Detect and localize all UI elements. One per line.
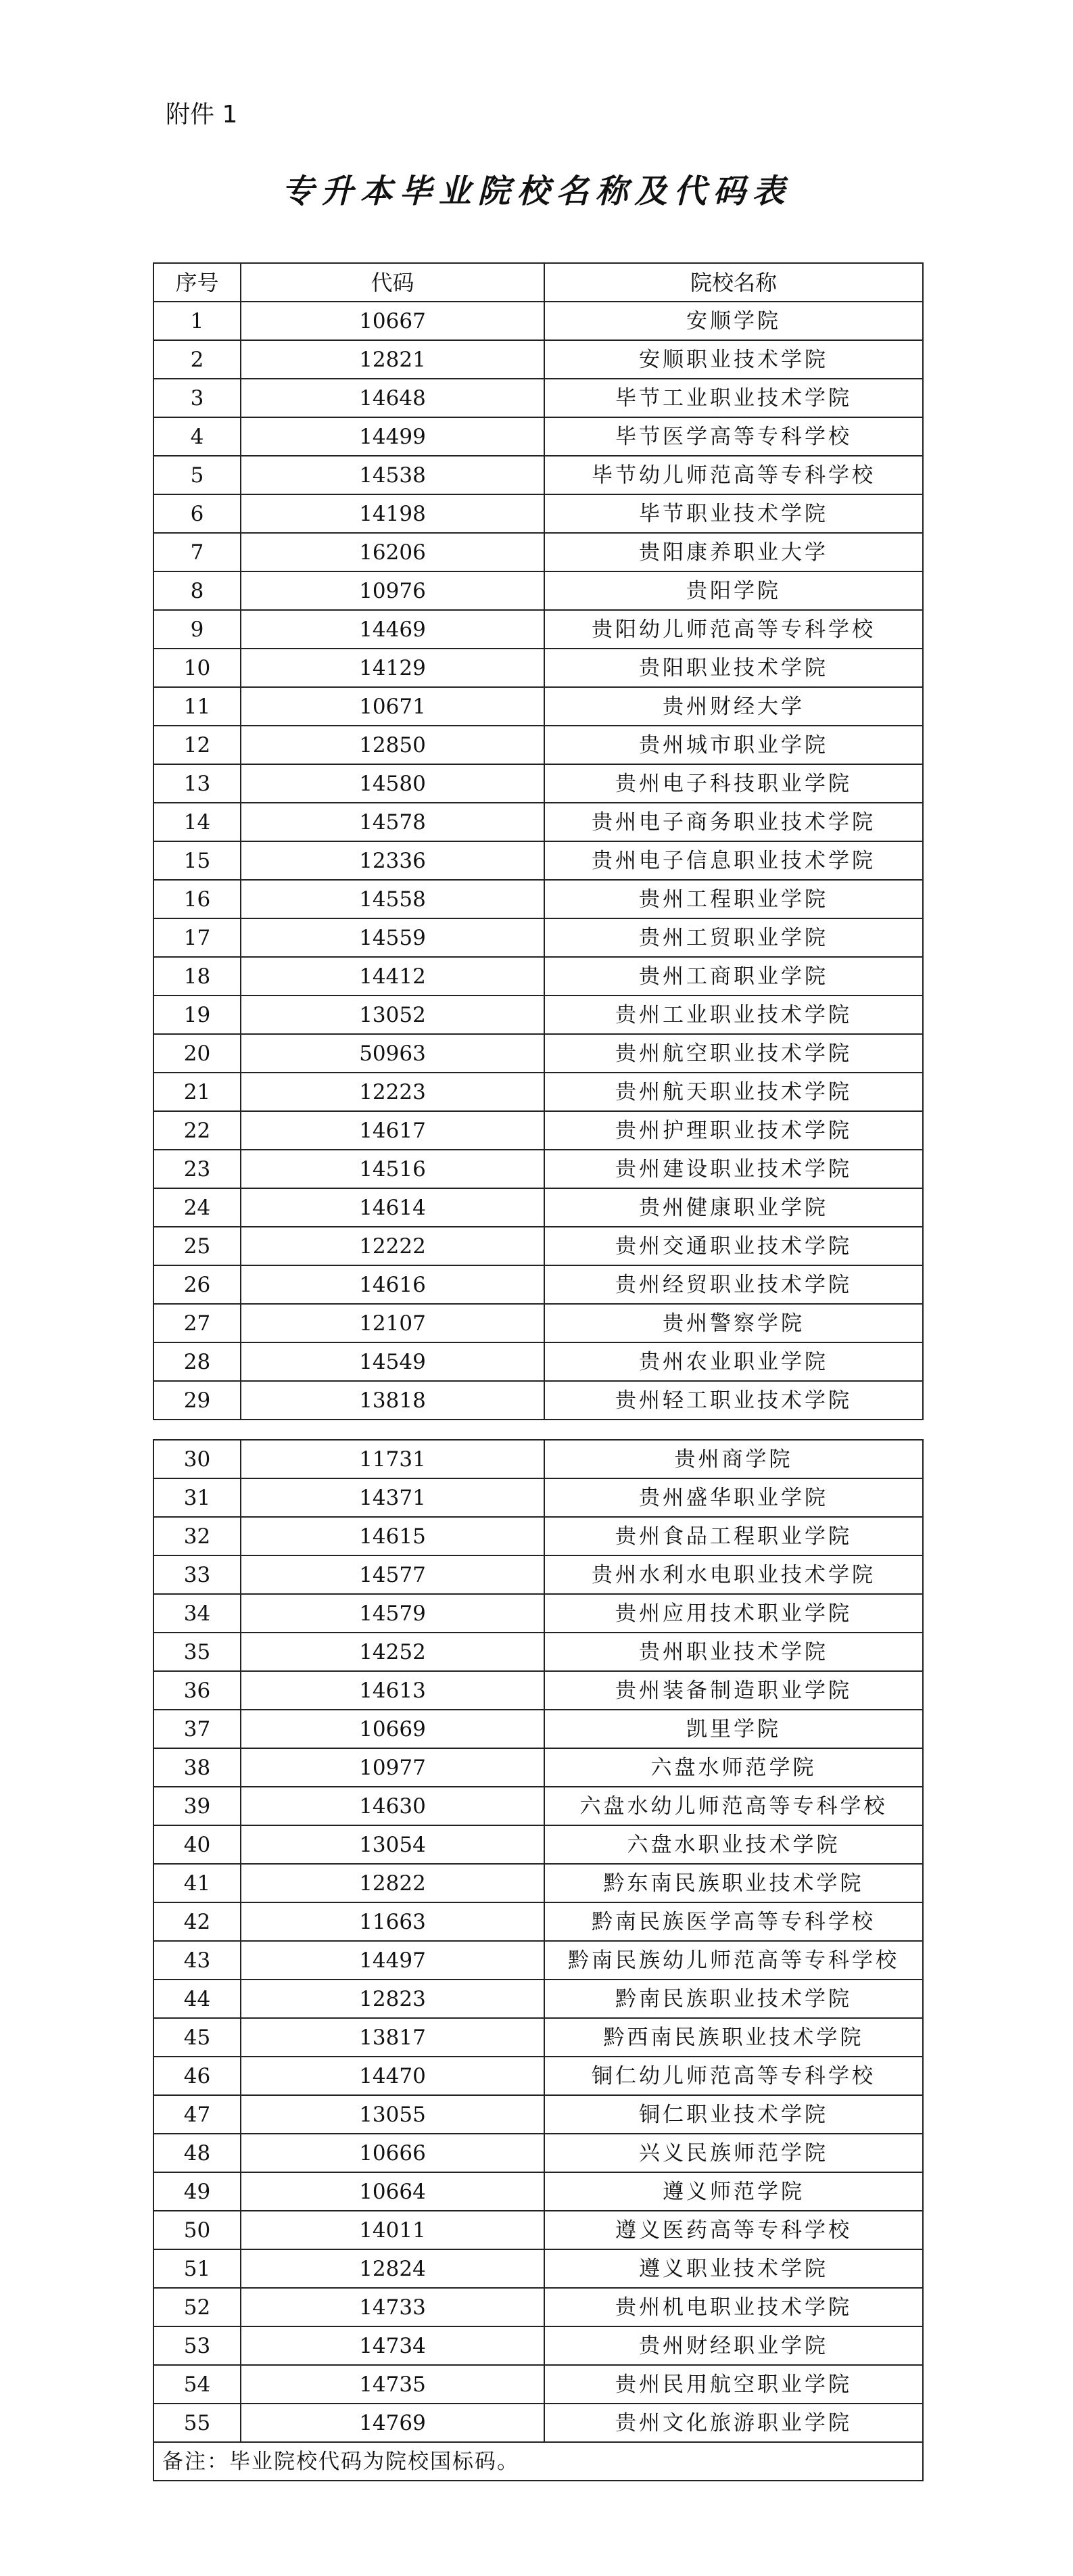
cell-name: 贵州工业职业技术学院 <box>544 996 923 1034</box>
cell-seq: 44 <box>153 1980 241 2018</box>
cell-name: 安顺学院 <box>544 302 923 340</box>
table-row <box>153 2095 923 2134</box>
cell-code: 14580 <box>241 764 544 803</box>
cell-name: 贵州健康职业学院 <box>544 1188 923 1227</box>
cell-code: 12824 <box>241 2249 544 2288</box>
cell-name: 贵州交通职业技术学院 <box>544 1227 923 1265</box>
cell-name: 遵义职业技术学院 <box>544 2249 923 2288</box>
cell-seq: 25 <box>153 1227 241 1265</box>
cell-code: 14558 <box>241 880 544 918</box>
cell-code: 14613 <box>241 1671 544 1710</box>
cell-seq: 7 <box>153 533 241 571</box>
table-row <box>153 1594 923 1633</box>
cell-seq: 47 <box>153 2095 241 2134</box>
cell-seq: 9 <box>153 610 241 649</box>
table-row <box>153 2326 923 2365</box>
cell-code: 14630 <box>241 1787 544 1825</box>
table-note: 备注：毕业院校代码为院校国标码。 <box>153 2442 923 2481</box>
cell-name: 毕节工业职业技术学院 <box>544 379 923 417</box>
cell-name: 贵州电子商务职业技术学院 <box>544 803 923 841</box>
cell-name: 贵阳学院 <box>544 571 923 610</box>
table-row <box>153 610 923 649</box>
cell-name: 贵州食品工程职业学院 <box>544 1517 923 1555</box>
cell-code: 10667 <box>241 302 544 340</box>
cell-code: 11663 <box>241 1902 544 1941</box>
table-row <box>153 1555 923 1594</box>
table-row <box>153 2249 923 2288</box>
cell-code: 10977 <box>241 1748 544 1787</box>
cell-seq: 6 <box>153 494 241 533</box>
cell-seq: 50 <box>153 2211 241 2249</box>
cell-seq: 21 <box>153 1073 241 1111</box>
cell-seq: 39 <box>153 1787 241 1825</box>
cell-name: 遵义医药高等专科学校 <box>544 2211 923 2249</box>
cell-name: 黔东南民族职业技术学院 <box>544 1864 923 1902</box>
cell-name: 贵州经贸职业技术学院 <box>544 1265 923 1304</box>
page-title: 专升本毕业院校名称及代码表 <box>281 172 792 210</box>
table-row <box>153 2404 923 2442</box>
cell-name: 贵州文化旅游职业学院 <box>544 2404 923 2442</box>
cell-code: 14549 <box>241 1342 544 1381</box>
cell-code: 10976 <box>241 571 544 610</box>
cell-seq: 10 <box>153 649 241 687</box>
cell-code: 10671 <box>241 687 544 726</box>
cell-seq: 27 <box>153 1304 241 1342</box>
table-row <box>153 302 923 340</box>
table-row <box>153 726 923 764</box>
table-row <box>153 2172 923 2211</box>
cell-name: 贵州职业技术学院 <box>544 1633 923 1671</box>
cell-name: 贵州水利水电职业技术学院 <box>544 1555 923 1594</box>
cell-seq: 41 <box>153 1864 241 1902</box>
header-seq: 序号 <box>153 263 241 302</box>
cell-seq: 32 <box>153 1517 241 1555</box>
table-row <box>153 533 923 571</box>
cell-name: 贵州财经大学 <box>544 687 923 726</box>
cell-seq: 49 <box>153 2172 241 2211</box>
cell-name: 贵州民用航空职业学院 <box>544 2365 923 2404</box>
cell-name: 贵阳职业技术学院 <box>544 649 923 687</box>
cell-name: 贵州护理职业技术学院 <box>544 1111 923 1150</box>
cell-code: 14578 <box>241 803 544 841</box>
cell-seq: 42 <box>153 1902 241 1941</box>
cell-code: 10666 <box>241 2134 544 2172</box>
cell-code: 12821 <box>241 340 544 379</box>
cell-code: 14614 <box>241 1188 544 1227</box>
cell-seq: 37 <box>153 1710 241 1748</box>
cell-seq: 3 <box>153 379 241 417</box>
school-code-table-part-1 <box>153 262 924 1420</box>
table-row <box>153 1150 923 1188</box>
cell-seq: 1 <box>153 302 241 340</box>
attachment-label: 附件 1 <box>166 101 238 128</box>
cell-name: 贵州航天职业技术学院 <box>544 1073 923 1111</box>
table-row <box>153 1478 923 1517</box>
cell-code: 13818 <box>241 1381 544 1420</box>
cell-seq: 52 <box>153 2288 241 2326</box>
table-row <box>153 918 923 957</box>
cell-name: 安顺职业技术学院 <box>544 340 923 379</box>
cell-name: 贵州装备制造职业学院 <box>544 1671 923 1710</box>
table-row <box>153 2211 923 2249</box>
cell-code: 12822 <box>241 1864 544 1902</box>
cell-name: 六盘水师范学院 <box>544 1748 923 1787</box>
cell-name: 贵州商学院 <box>544 1440 923 1478</box>
cell-code: 13054 <box>241 1825 544 1864</box>
cell-code: 14617 <box>241 1111 544 1150</box>
cell-seq: 24 <box>153 1188 241 1227</box>
cell-seq: 40 <box>153 1825 241 1864</box>
cell-code: 14733 <box>241 2288 544 2326</box>
cell-seq: 34 <box>153 1594 241 1633</box>
cell-seq: 23 <box>153 1150 241 1188</box>
cell-seq: 45 <box>153 2018 241 2057</box>
cell-seq: 26 <box>153 1265 241 1304</box>
table-row <box>153 1381 923 1420</box>
table-row <box>153 1304 923 1342</box>
table-row <box>153 1633 923 1671</box>
cell-name: 贵州航空职业技术学院 <box>544 1034 923 1073</box>
cell-name: 六盘水职业技术学院 <box>544 1825 923 1864</box>
cell-code: 14538 <box>241 456 544 494</box>
cell-name: 贵州城市职业学院 <box>544 726 923 764</box>
table-row <box>153 1034 923 1073</box>
cell-code: 14734 <box>241 2326 544 2365</box>
cell-seq: 53 <box>153 2326 241 2365</box>
cell-code: 14412 <box>241 957 544 996</box>
cell-seq: 14 <box>153 803 241 841</box>
cell-code: 16206 <box>241 533 544 571</box>
cell-seq: 17 <box>153 918 241 957</box>
table-row <box>153 417 923 456</box>
cell-seq: 28 <box>153 1342 241 1381</box>
cell-seq: 43 <box>153 1941 241 1980</box>
table-row <box>153 340 923 379</box>
table-row <box>153 456 923 494</box>
cell-seq: 18 <box>153 957 241 996</box>
table-row <box>153 764 923 803</box>
cell-code: 14469 <box>241 610 544 649</box>
cell-seq: 30 <box>153 1440 241 1478</box>
header-code: 代码 <box>241 263 544 302</box>
cell-seq: 33 <box>153 1555 241 1594</box>
cell-code: 13817 <box>241 2018 544 2057</box>
cell-name: 贵州应用技术职业学院 <box>544 1594 923 1633</box>
cell-seq: 22 <box>153 1111 241 1150</box>
cell-code: 10669 <box>241 1710 544 1748</box>
cell-seq: 16 <box>153 880 241 918</box>
cell-code: 12336 <box>241 841 544 880</box>
cell-name: 凯里学院 <box>544 1710 923 1748</box>
table-row <box>153 1980 923 2018</box>
header-name: 院校名称 <box>544 263 923 302</box>
cell-name: 毕节职业技术学院 <box>544 494 923 533</box>
cell-code: 12223 <box>241 1073 544 1111</box>
table-row <box>153 1710 923 1748</box>
cell-code: 13052 <box>241 996 544 1034</box>
cell-seq: 48 <box>153 2134 241 2172</box>
cell-code: 12850 <box>241 726 544 764</box>
cell-name: 黔南民族医学高等专科学校 <box>544 1902 923 1941</box>
cell-name: 贵州工贸职业学院 <box>544 918 923 957</box>
cell-name: 黔南民族幼儿师范高等专科学校 <box>544 1941 923 1980</box>
table-row <box>153 2288 923 2326</box>
cell-name: 贵阳幼儿师范高等专科学校 <box>544 610 923 649</box>
table-row <box>153 2018 923 2057</box>
cell-name: 贵州工程职业学院 <box>544 880 923 918</box>
table-row <box>153 1188 923 1227</box>
cell-name: 黔西南民族职业技术学院 <box>544 2018 923 2057</box>
cell-code: 14615 <box>241 1517 544 1555</box>
table-row <box>153 841 923 880</box>
cell-code: 14129 <box>241 649 544 687</box>
cell-code: 12222 <box>241 1227 544 1265</box>
note-row <box>153 2442 923 2481</box>
table-row <box>153 803 923 841</box>
table-row <box>153 1941 923 1980</box>
table-row <box>153 1902 923 1941</box>
table-row <box>153 687 923 726</box>
table-row <box>153 1342 923 1381</box>
cell-seq: 12 <box>153 726 241 764</box>
table-row <box>153 1073 923 1111</box>
cell-code: 14616 <box>241 1265 544 1304</box>
cell-name: 贵州建设职业技术学院 <box>544 1150 923 1188</box>
table-row <box>153 2057 923 2095</box>
table-row <box>153 494 923 533</box>
table-row <box>153 996 923 1034</box>
cell-name: 贵州盛华职业学院 <box>544 1478 923 1517</box>
cell-code: 14470 <box>241 2057 544 2095</box>
cell-code: 14559 <box>241 918 544 957</box>
table-row <box>153 2365 923 2404</box>
table-row <box>153 649 923 687</box>
cell-seq: 15 <box>153 841 241 880</box>
cell-seq: 51 <box>153 2249 241 2288</box>
table-row <box>153 571 923 610</box>
cell-code: 14499 <box>241 417 544 456</box>
cell-code: 14648 <box>241 379 544 417</box>
cell-name: 贵州农业职业学院 <box>544 1342 923 1381</box>
cell-name: 兴义民族师范学院 <box>544 2134 923 2172</box>
cell-name: 贵州轻工职业技术学院 <box>544 1381 923 1420</box>
cell-seq: 20 <box>153 1034 241 1073</box>
cell-code: 12823 <box>241 1980 544 2018</box>
cell-name: 黔南民族职业技术学院 <box>544 1980 923 2018</box>
cell-name: 毕节幼儿师范高等专科学校 <box>544 456 923 494</box>
cell-code: 10664 <box>241 2172 544 2211</box>
table-row <box>153 2134 923 2172</box>
cell-code: 14497 <box>241 1941 544 1980</box>
cell-name: 遵义师范学院 <box>544 2172 923 2211</box>
cell-code: 14011 <box>241 2211 544 2249</box>
table-row <box>153 1748 923 1787</box>
cell-code: 14769 <box>241 2404 544 2442</box>
cell-name: 贵州警察学院 <box>544 1304 923 1342</box>
table-row <box>153 1825 923 1864</box>
cell-code: 14516 <box>241 1150 544 1188</box>
cell-name: 贵州电子科技职业学院 <box>544 764 923 803</box>
table-row <box>153 1517 923 1555</box>
table-row <box>153 379 923 417</box>
cell-seq: 31 <box>153 1478 241 1517</box>
cell-seq: 29 <box>153 1381 241 1420</box>
cell-code: 12107 <box>241 1304 544 1342</box>
cell-seq: 55 <box>153 2404 241 2442</box>
cell-code: 11731 <box>241 1440 544 1478</box>
cell-code: 14252 <box>241 1633 544 1671</box>
cell-name: 铜仁职业技术学院 <box>544 2095 923 2134</box>
cell-name: 铜仁幼儿师范高等专科学校 <box>544 2057 923 2095</box>
cell-code: 14735 <box>241 2365 544 2404</box>
cell-seq: 19 <box>153 996 241 1034</box>
cell-seq: 11 <box>153 687 241 726</box>
cell-name: 六盘水幼儿师范高等专科学校 <box>544 1787 923 1825</box>
school-code-table-part-2 <box>153 1439 924 2481</box>
table-row <box>153 1671 923 1710</box>
cell-seq: 2 <box>153 340 241 379</box>
cell-name: 贵州财经职业学院 <box>544 2326 923 2365</box>
table-row <box>153 1111 923 1150</box>
table-row <box>153 1227 923 1265</box>
table-row <box>153 957 923 996</box>
cell-seq: 46 <box>153 2057 241 2095</box>
cell-name: 贵阳康养职业大学 <box>544 533 923 571</box>
cell-seq: 4 <box>153 417 241 456</box>
table-row <box>153 880 923 918</box>
cell-seq: 13 <box>153 764 241 803</box>
cell-seq: 5 <box>153 456 241 494</box>
table-row <box>153 1265 923 1304</box>
cell-seq: 35 <box>153 1633 241 1671</box>
cell-name: 贵州电子信息职业技术学院 <box>544 841 923 880</box>
cell-seq: 38 <box>153 1748 241 1787</box>
cell-name: 毕节医学高等专科学校 <box>544 417 923 456</box>
cell-code: 13055 <box>241 2095 544 2134</box>
cell-code: 14579 <box>241 1594 544 1633</box>
cell-name: 贵州工商职业学院 <box>544 957 923 996</box>
table-row <box>153 1864 923 1902</box>
cell-code: 14577 <box>241 1555 544 1594</box>
table-header-row <box>153 263 923 302</box>
cell-name: 贵州机电职业技术学院 <box>544 2288 923 2326</box>
cell-code: 14198 <box>241 494 544 533</box>
cell-code: 14371 <box>241 1478 544 1517</box>
cell-seq: 8 <box>153 571 241 610</box>
cell-code: 50963 <box>241 1034 544 1073</box>
cell-seq: 54 <box>153 2365 241 2404</box>
table-row <box>153 1440 923 1478</box>
cell-seq: 36 <box>153 1671 241 1710</box>
table-row <box>153 1787 923 1825</box>
